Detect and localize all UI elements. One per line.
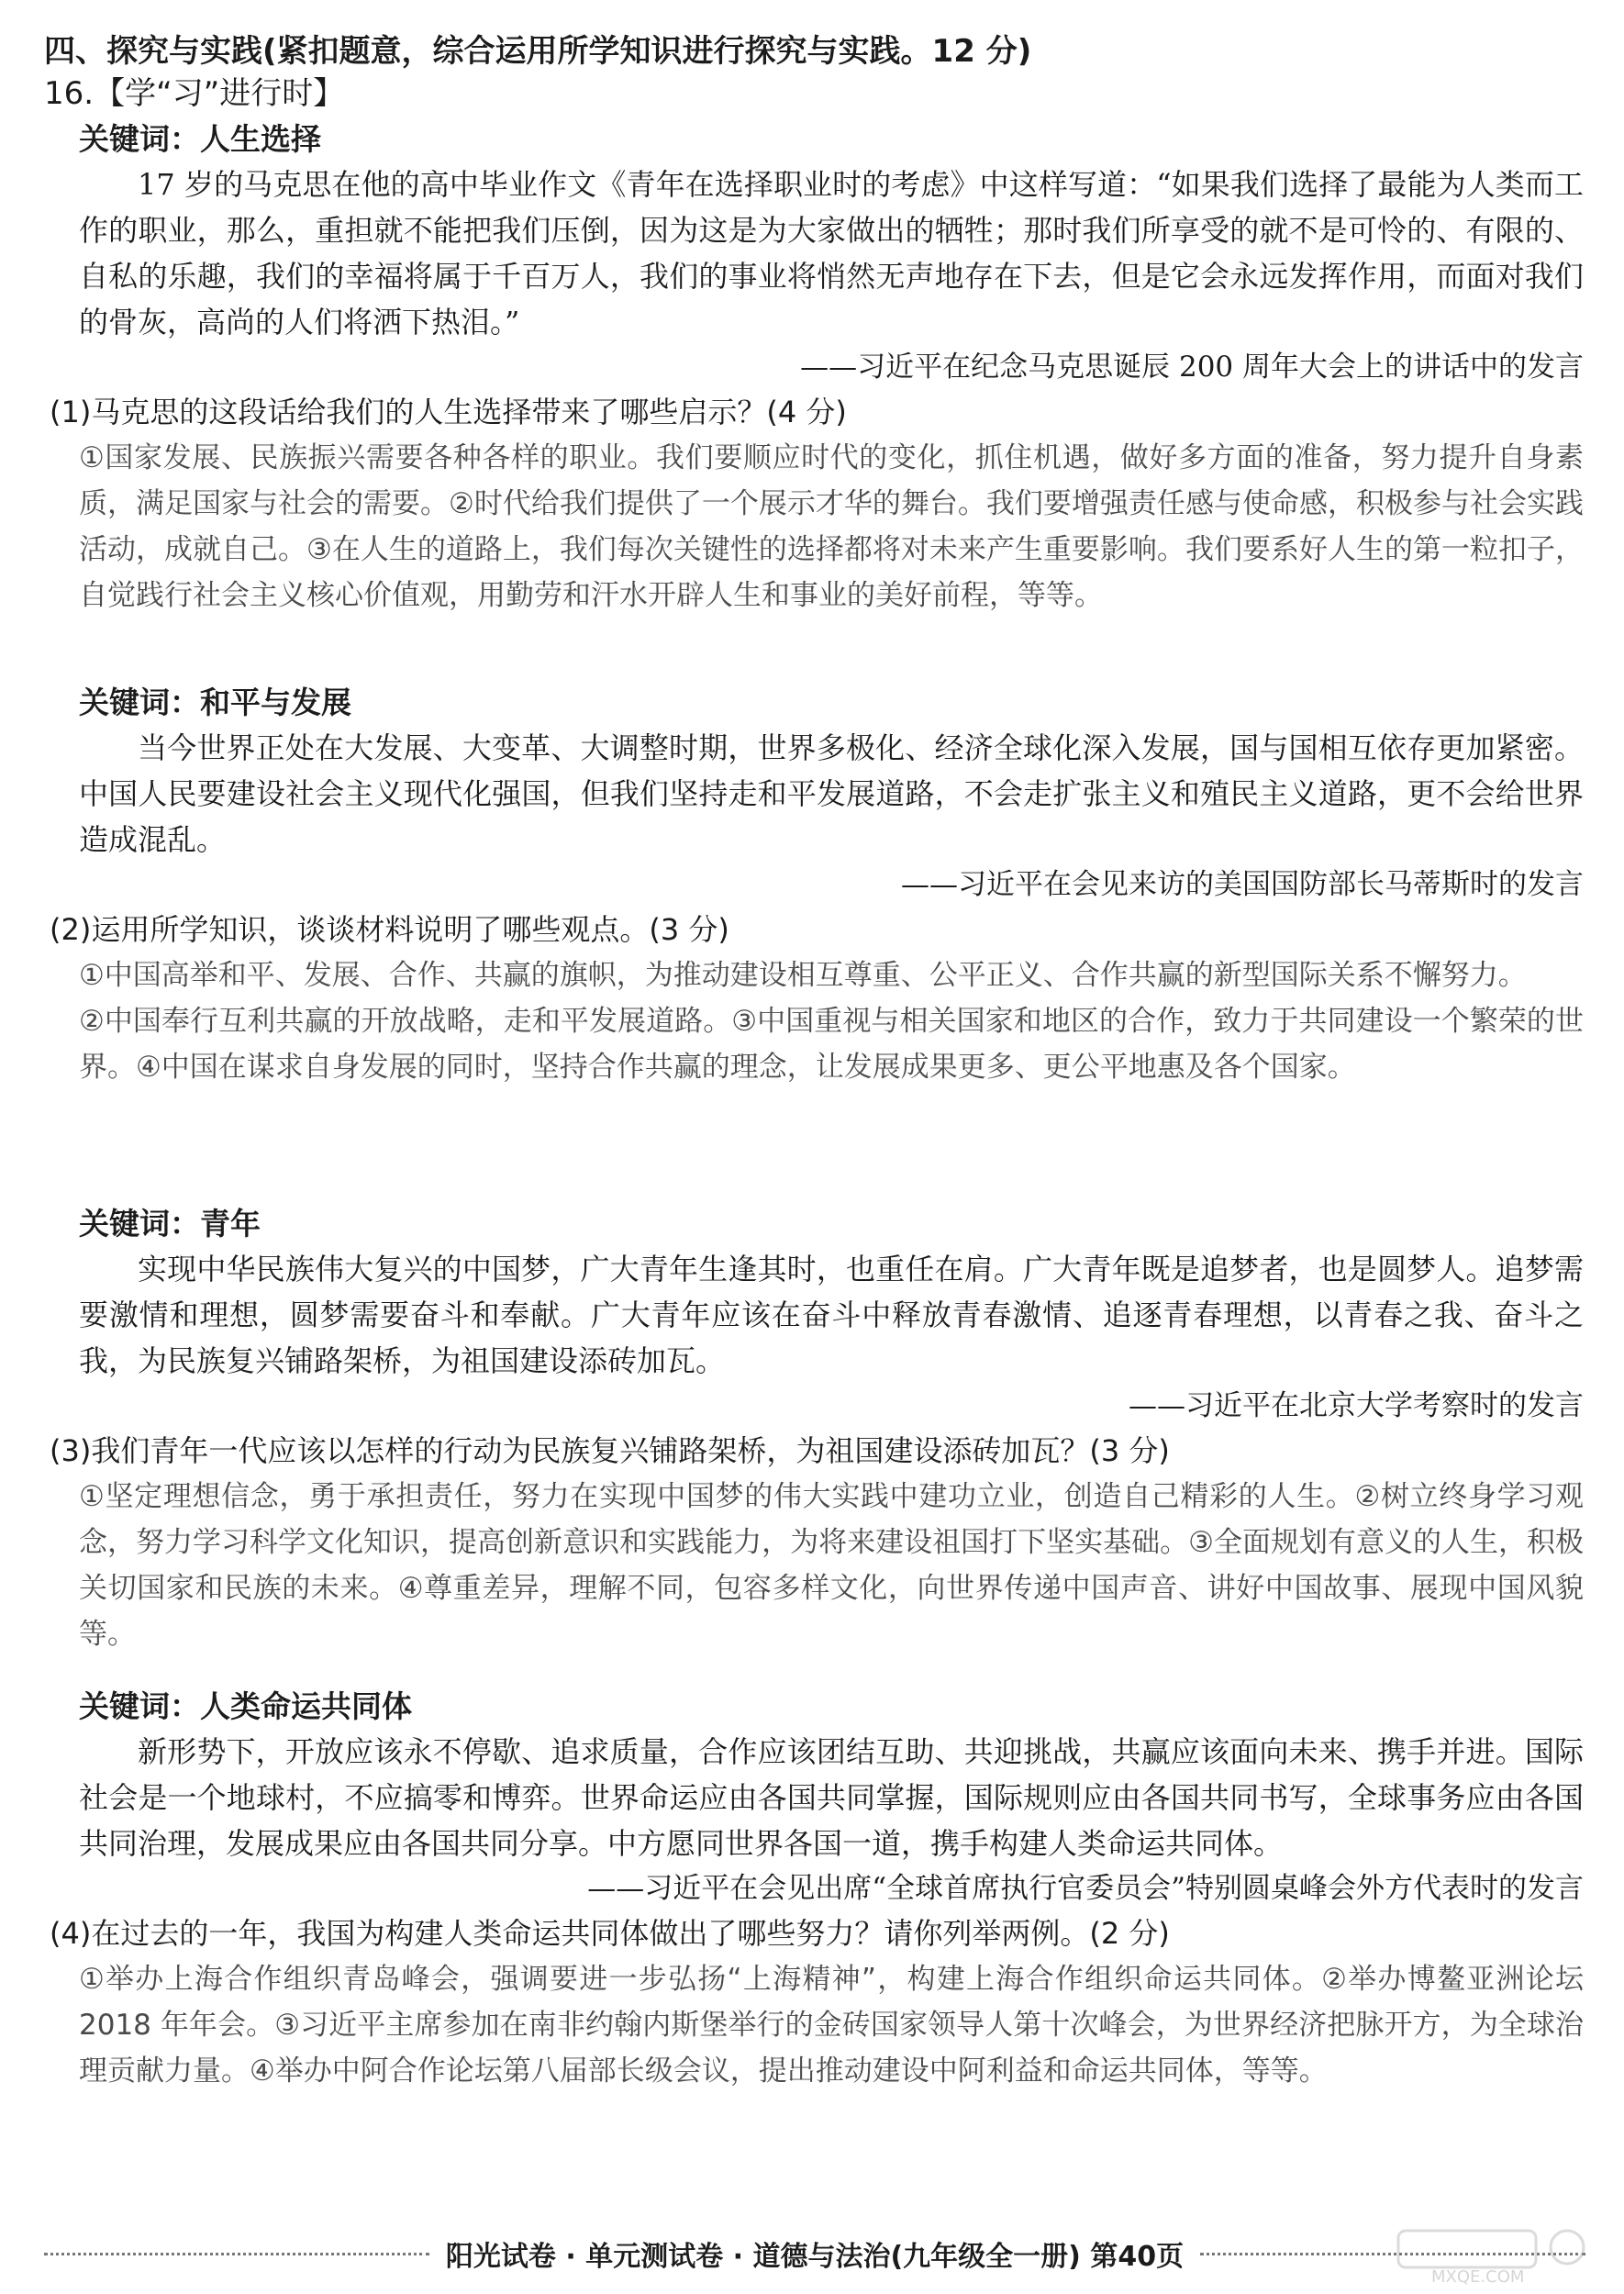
sub-question: (1)马克思的这段话给我们的人生选择带来了哪些启示？(4 分) [50, 395, 847, 429]
keyword-block-youth [50, 1202, 1584, 1657]
page-footer [44, 2232, 1585, 2276]
material-text: 实现中华民族伟大复兴的中国梦，广大青年生逢其时，也重任在肩。广大青年既是追梦者，也是圆梦人。追梦需要激情和理想，圆梦需要奋斗和奉献。广大青年应该在奋斗中释放青春激情、追逐青春理想，以青春之我、奋斗之我，为民族复兴铺路架桥，为祖国建设添砖加瓦。 [79, 1252, 1584, 1378]
section-title: 四、探究与实践(紧扣题意，综合运用所学知识进行探究与实践。12 分) [44, 33, 1032, 70]
material-text: 新形势下，开放应该永不停歇、追求质量，合作应该团结互助、共迎挑战，共赢应该面向未来、携手并进。国际社会是一个地球村，不应搞零和博弈。世界命运应由各国共同掌握，国际规则应由各国共同书写，全球事务应由各国共同治理，发展成果应由各国共同分享。中方愿同世界各国一道，携手构建人类命运共同体。 [79, 1734, 1584, 1861]
quote-source: ——习近平在会见来访的美国国防部长马蒂斯时的发言 [901, 868, 1584, 901]
sub-question: (4)在过去的一年，我国为构建人类命运共同体做出了哪些努力？请你列举两例。(2 分) [50, 1916, 1170, 1951]
watermark-logo-icon [1395, 2225, 1596, 2289]
question-header: 16.【学“习”进行时】 [44, 75, 345, 112]
quote-source: ——习近平在北京大学考察时的发言 [1129, 1389, 1584, 1422]
sub-question: (3)我们青年一代应该以怎样的行动为民族复兴铺路架桥，为祖国建设添砖加瓦？(3 分) [50, 1433, 1170, 1468]
keyword-block-life-choice [50, 117, 1584, 618]
quote-source: ——习近平在纪念马克思诞辰 200 周年大会上的讲话中的发言 [800, 351, 1584, 384]
sub-question: (2)运用所学知识，谈谈材料说明了哪些观点。(3 分) [50, 912, 729, 947]
keyword-heading: 关键词：人类命运共同体 [79, 1688, 412, 1724]
quote-source: ——习近平在会见出席“全球首席执行官委员会”特别圆桌峰会外方代表时的发言 [587, 1872, 1584, 1905]
keyword-block-peace-development [50, 681, 1584, 1090]
material-text: 当今世界正处在大发展、大变革、大调整时期，世界多极化、经济全球化深入发展，国与国相互依存更加紧密。中国人民要建设社会主义现代化强国，但我们坚持走和平发展道路，不会走扩张主义和殖民主义道路，更不会给世界造成混乱。 [79, 730, 1584, 857]
answer-text: ①国家发展、民族振兴需要各种各样的职业。我们要顺应时代的变化，抓住机遇，做好多方面的准备，努力提升自身素质，满足国家与社会的需要。②时代给我们提供了一个展示才华的舞台。我们要增强责任感与使命感，积极参与社会实践活动，成就自己。③在人生的道路上，我们每次关键性的选择都将对未来产生重要影响。我们要系好人生的第一粒扣子，自觉践行社会主义核心价值观，用勤劳和汗水开辟人生和事业的美好前程，等等。 [79, 441, 1584, 612]
watermark-text: MXQE.COM [1431, 2267, 1525, 2287]
footer-text: 阳光试卷 · 单元测试卷 · 道德与法治(九年级全一册) 第40页 [445, 2241, 1185, 2273]
answer-text: ①坚定理想信念，勇于承担责任，努力在实现中国梦的伟大实践中建功立业，创造自己精彩的人生。②树立终身学习观念，努力学习科学文化知识，提高创新意识和实践能力，为将来建设祖国打下坚实基础。③全面规划有意义的人生，积极关切国家和民族的未来。④尊重差异，理解不同，包容多样文化，向世界传递中国声音、讲好中国故事、展现中国风貌等。 [79, 1480, 1584, 1651]
answer-text: ①举办上海合作组织青岛峰会，强调要进一步弘扬“上海精神”，构建上海合作组织命运共同体。②举办博鳌亚洲论坛 2018 年年会。③习近平主席参加在南非约翰内斯堡举行的金砖国家领导人第十次峰会，为世界经济把脉开方，为全球治理贡献力量。④举办中阿合作论坛第八届部长级会议，提出推动建设中阿利益和命运共同体，等等。 [79, 1963, 1584, 2088]
answer-text: ①中国高举和平、发展、合作、共赢的旗帜，为推动建设相互尊重、公平正义、合作共赢的新型国际关系不懈努力。 ②中国奉行互利共赢的开放战略，走和平发展道路。③中国重视与相关国家和地区的合作，致力于共同建设一个繁荣的世界。④中国在谋求自身发展的同时，坚持合作共赢的理念，让发展成果更多、更公平地惠及各个国家。 [79, 959, 1584, 1084]
keyword-block-shared-future [50, 1685, 1584, 2094]
footer-dotted-rule-left [44, 2253, 429, 2255]
keyword-heading: 关键词：青年 [79, 1206, 261, 1242]
material-text: 17 岁的马克思在他的高中毕业作文《青年在选择职业时的考虑》中这样写道：“如果我们选择了最能为人类而工作的职业，那么，重担就不能把我们压倒，因为这是为大家做出的牺牲；那时我们所享受的就不是可怜的、有限的、自私的乐趣，我们的幸福将属于千百万人，我们的事业将悄然无声地存在下去，但是它会永远发挥作用，而面对我们的骨灰，高尚的人们将洒下热泪。” [79, 167, 1584, 340]
keyword-heading: 关键词：人生选择 [79, 121, 321, 157]
keyword-heading: 关键词：和平与发展 [79, 685, 351, 720]
